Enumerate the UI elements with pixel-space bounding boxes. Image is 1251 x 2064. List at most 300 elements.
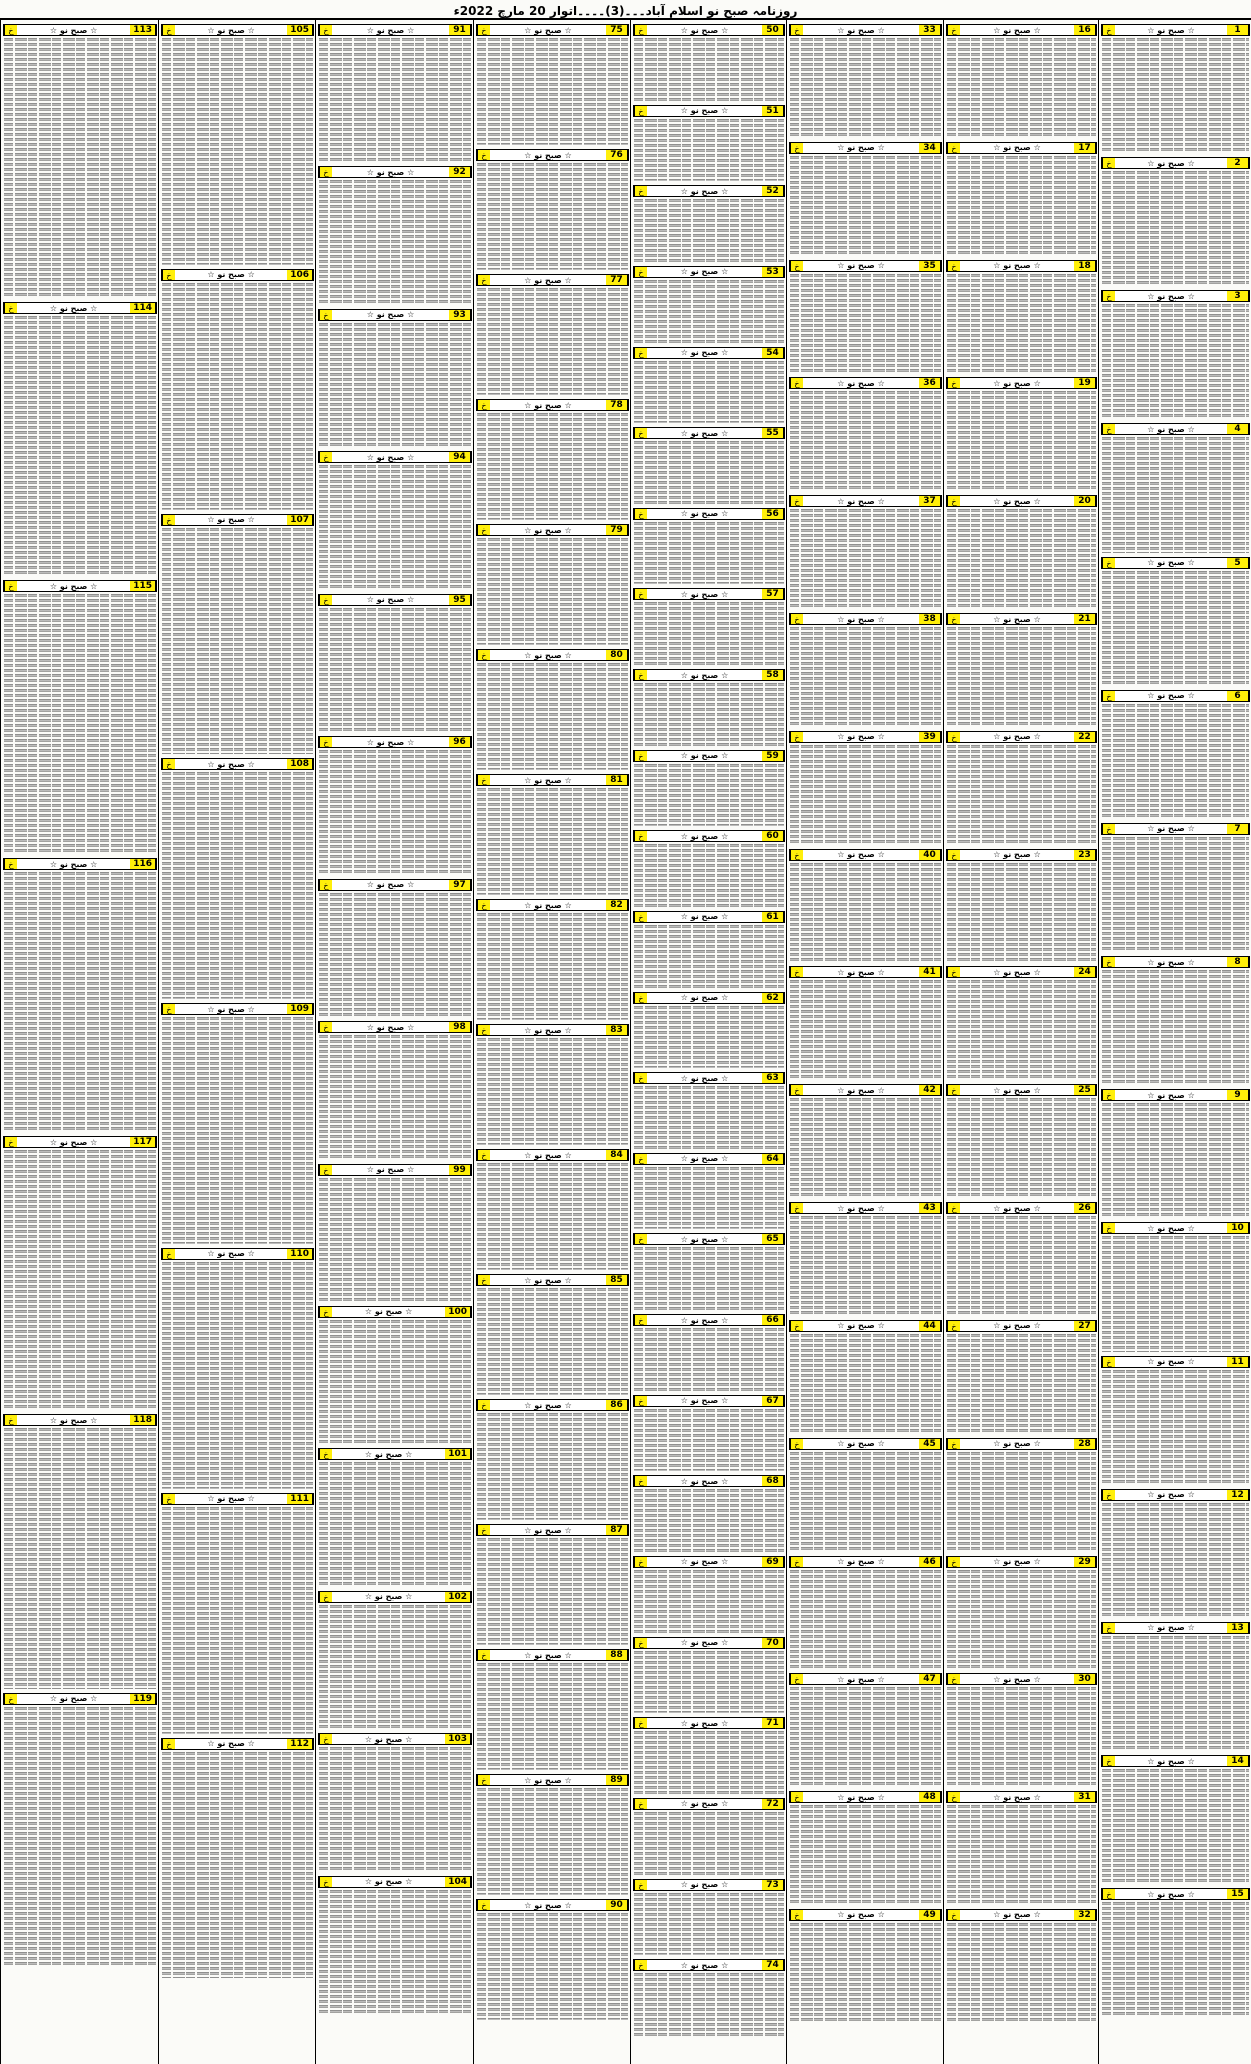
ad-header-title: ☆ صبح نو ☆: [837, 496, 885, 506]
ad-tag: خ: [4, 581, 17, 591]
classified-ad-header: [946, 1556, 1097, 1568]
ad-header-title: ☆ صبح نو ☆: [837, 1439, 885, 1449]
ad-tag: خ: [319, 1307, 332, 1317]
ad-body-text: [790, 509, 941, 609]
ad-number: 81: [606, 775, 628, 785]
ad-number: 87: [606, 1525, 628, 1535]
ad-number: 119: [130, 1694, 156, 1704]
ad-tag: خ: [319, 737, 332, 747]
ad-header-title: ☆ صبح نو ☆: [993, 1557, 1041, 1567]
ad-number: 73: [762, 1880, 784, 1890]
ad-tag: خ: [162, 25, 175, 35]
ad-body-text: [947, 1805, 1096, 1905]
ad-header-title: ☆ صبح نو ☆: [524, 900, 572, 910]
ad-tag: خ: [947, 1439, 960, 1449]
ad-body-text: [790, 1687, 941, 1787]
ad-tag: خ: [634, 1799, 647, 1809]
ad-body-text: [319, 180, 471, 304]
ad-body-text: [790, 1098, 941, 1198]
ad-body-text: [477, 1288, 628, 1395]
classified-ad-header: [161, 1493, 314, 1505]
classified-ad-header: [633, 427, 785, 439]
classified-column: [0, 20, 159, 2064]
ad-tag: خ: [1102, 1623, 1115, 1633]
classified-ad-header: [633, 830, 785, 842]
ad-header-title: ☆ صبح نو ☆: [680, 1799, 729, 1809]
ad-header-title: ☆ صبح نو ☆: [993, 261, 1041, 271]
ad-number: 4: [1227, 424, 1249, 434]
ad-tag: خ: [4, 1137, 17, 1147]
ad-body-text: [4, 316, 156, 576]
ad-body-text: [1102, 837, 1249, 952]
classified-ad-header: [633, 1475, 785, 1487]
classified-ad-header: [476, 1024, 629, 1036]
ad-tag: خ: [947, 732, 960, 742]
classified-ad-header: [633, 588, 785, 600]
ad-tag: خ: [1102, 424, 1115, 434]
classified-ad-header: [633, 669, 785, 681]
ad-tag: خ: [634, 1396, 647, 1406]
classified-ad-header: [633, 1153, 785, 1165]
ad-header-title: ☆ صبح نو ☆: [680, 1154, 729, 1164]
ad-number: 33: [919, 25, 941, 35]
classified-ad-header: [318, 1591, 472, 1603]
ad-body-text: [634, 1489, 784, 1552]
ad-number: 83: [606, 1025, 628, 1035]
ad-body-text: [1102, 1769, 1249, 1884]
ad-number: 23: [1074, 850, 1096, 860]
ad-number: 99: [449, 1165, 471, 1175]
ad-header-title: ☆ صبح نو ☆: [366, 452, 415, 462]
classified-ad-header: [633, 750, 785, 762]
classified-ad-header: [318, 1876, 472, 1888]
ad-body-text: [947, 38, 1096, 138]
ad-tag: خ: [477, 1650, 490, 1660]
ad-body-text: [319, 38, 471, 162]
classified-ad-header: [789, 260, 942, 272]
classified-ad-header: [1101, 1222, 1250, 1234]
ad-tag: خ: [319, 167, 332, 177]
ad-number: 111: [287, 1494, 313, 1504]
ad-number: 1: [1227, 25, 1249, 35]
ad-header-title: ☆ صبح نو ☆: [524, 775, 572, 785]
ad-number: 109: [287, 1004, 313, 1014]
classified-ad-header: [633, 1395, 785, 1407]
ad-number: 42: [919, 1085, 941, 1095]
classified-ad-header: [476, 1524, 629, 1536]
ad-number: 13: [1227, 1623, 1249, 1633]
ad-tag: خ: [4, 1415, 17, 1425]
ad-number: 29: [1074, 1557, 1096, 1567]
ad-tag: خ: [162, 1739, 175, 1749]
ad-header-title: ☆ صبح نو ☆: [207, 1249, 255, 1259]
ad-number: 75: [606, 25, 628, 35]
ad-tag: خ: [947, 378, 960, 388]
ad-number: 47: [919, 1674, 941, 1684]
classified-ad-header: [633, 911, 785, 923]
ad-header-title: ☆ صبح نو ☆: [364, 1592, 413, 1602]
ad-body-text: [790, 1452, 941, 1552]
ad-body-text: [634, 119, 784, 182]
ad-body-text: [319, 465, 471, 589]
ad-tag: خ: [162, 1494, 175, 1504]
ad-tag: خ: [319, 1165, 332, 1175]
ad-header-title: ☆ صبح نو ☆: [993, 1910, 1041, 1920]
ad-header-title: ☆ صبح نو ☆: [524, 1650, 572, 1660]
ad-body-text: [634, 1973, 784, 2036]
ad-header-title: ☆ صبح نو ☆: [837, 967, 885, 977]
ad-tag: خ: [162, 515, 175, 525]
ad-body-text: [790, 156, 941, 256]
ad-number: 40: [919, 850, 941, 860]
ad-body-text: [634, 199, 784, 262]
ad-body-text: [477, 1163, 628, 1270]
ad-tag: خ: [947, 1203, 960, 1213]
ad-tag: خ: [790, 1085, 803, 1095]
ad-tag: خ: [1102, 957, 1115, 967]
ad-tag: خ: [634, 751, 647, 761]
ad-number: 80: [606, 650, 628, 660]
ad-number: 59: [762, 751, 784, 761]
ad-body-text: [477, 1788, 628, 1895]
ad-body-text: [634, 1006, 784, 1069]
ad-body-text: [477, 413, 628, 520]
ad-header-title: ☆ صبح نو ☆: [837, 732, 885, 742]
ad-body-text: [477, 1663, 628, 1770]
ad-header-title: ☆ صبح نو ☆: [49, 859, 98, 869]
ad-tag: خ: [634, 670, 647, 680]
ad-header-title: ☆ صبح نو ☆: [524, 150, 572, 160]
ad-tag: خ: [4, 1694, 17, 1704]
ad-body-text: [634, 844, 784, 907]
ad-number: 31: [1074, 1792, 1096, 1802]
ad-tag: خ: [1102, 25, 1115, 35]
ad-header-title: ☆ صبح نو ☆: [364, 1307, 413, 1317]
ad-tag: خ: [790, 496, 803, 506]
ad-body-text: [162, 1262, 313, 1489]
ad-body-text: [634, 1731, 784, 1794]
ad-number: 27: [1074, 1321, 1096, 1331]
ad-number: 116: [130, 859, 156, 869]
classified-ad-header: [161, 269, 314, 281]
ad-body-text: [162, 772, 313, 999]
ad-body-text: [634, 1247, 784, 1310]
ad-header-title: ☆ صبح نو ☆: [207, 270, 255, 280]
ad-number: 89: [606, 1775, 628, 1785]
ad-header-title: ☆ صبح نو ☆: [680, 1638, 729, 1648]
ad-tag: خ: [162, 270, 175, 280]
ad-header-title: ☆ صبح نو ☆: [993, 850, 1041, 860]
ad-tag: خ: [634, 1476, 647, 1486]
ad-body-text: [634, 1328, 784, 1391]
ad-header-title: ☆ صبح نو ☆: [366, 595, 415, 605]
ad-number: 108: [287, 759, 313, 769]
classified-ad-header: [476, 649, 629, 661]
ad-tag: خ: [477, 1400, 490, 1410]
ad-header-title: ☆ صبح نو ☆: [366, 1165, 415, 1174]
ad-tag: خ: [947, 1557, 960, 1567]
ad-tag: خ: [477, 25, 490, 35]
ad-tag: خ: [634, 348, 647, 358]
ad-tag: خ: [947, 261, 960, 271]
classified-ad-header: [946, 1673, 1097, 1685]
ad-tag: خ: [477, 1525, 490, 1535]
ad-tag: خ: [947, 496, 960, 506]
ad-tag: خ: [634, 912, 647, 922]
ad-tag: خ: [4, 25, 17, 35]
classified-ad-header: [3, 580, 157, 592]
ad-header-title: ☆ صبح نو ☆: [680, 1476, 729, 1486]
ad-header-title: ☆ صبح نو ☆: [993, 25, 1041, 35]
ad-number: 46: [919, 1557, 941, 1567]
classified-column: [473, 20, 631, 2064]
ad-body-text: [947, 156, 1096, 256]
ad-body-text: [477, 1413, 628, 1520]
classified-ad-header: [946, 1791, 1097, 1803]
ad-tag: خ: [1102, 1090, 1115, 1100]
ad-tag: خ: [790, 143, 803, 153]
ad-body-text: [790, 863, 941, 963]
classified-ad-header: [946, 731, 1097, 743]
ad-tag: خ: [634, 831, 647, 841]
classified-ad-header: [789, 24, 942, 36]
ad-header-title: ☆ صبح نو ☆: [993, 496, 1041, 506]
ad-number: 3: [1227, 291, 1249, 301]
ad-number: 24: [1074, 967, 1096, 977]
ad-header-title: ☆ صبح نو ☆: [680, 106, 729, 116]
ad-number: 45: [919, 1439, 941, 1449]
ad-header-title: ☆ صبح نو ☆: [993, 1321, 1041, 1331]
classified-ad-header: [633, 1879, 785, 1891]
ad-header-title: ☆ صبح نو ☆: [680, 348, 729, 358]
ad-number: 84: [606, 1150, 628, 1160]
ad-number: 61: [762, 912, 784, 922]
ad-tag: خ: [477, 1150, 490, 1160]
ad-tag: خ: [634, 267, 647, 277]
ad-number: 117: [130, 1137, 156, 1147]
ad-number: 6: [1227, 691, 1249, 701]
classified-ad-header: [161, 1248, 314, 1260]
classified-ad-header: [946, 1320, 1097, 1332]
ad-body-text: [947, 1570, 1096, 1670]
ad-header-title: ☆ صبح نو ☆: [364, 1877, 413, 1887]
ad-number: 62: [762, 993, 784, 1003]
ad-body-text: [634, 1167, 784, 1230]
ad-header-title: ☆ صبح نو ☆: [837, 143, 885, 153]
ad-header-title: ☆ صبح نو ☆: [837, 1085, 885, 1095]
classified-column: [1098, 20, 1251, 2064]
classified-ad-header: [318, 1306, 472, 1318]
classified-ad-header: [633, 1717, 785, 1729]
ad-tag: خ: [319, 1734, 332, 1744]
ad-body-text: [477, 1913, 628, 2020]
ad-number: 17: [1074, 143, 1096, 153]
ad-tag: خ: [477, 1900, 490, 1910]
ad-header-title: ☆ صبح نو ☆: [1147, 1223, 1195, 1233]
ad-tag: خ: [1102, 1223, 1115, 1233]
classified-ad-header: [946, 1202, 1097, 1214]
ad-header-title: ☆ صبح نو ☆: [524, 400, 572, 410]
ad-header-title: ☆ صبح نو ☆: [837, 1203, 885, 1213]
classified-ad-header: [633, 105, 785, 117]
ad-tag: خ: [1102, 1490, 1115, 1500]
classified-ad-header: [318, 1021, 472, 1033]
ad-body-text: [634, 1812, 784, 1875]
ad-number: 78: [606, 400, 628, 410]
newspaper-header: [0, 0, 1251, 20]
ad-tag: خ: [947, 1674, 960, 1684]
ad-tag: خ: [790, 1557, 803, 1567]
ad-body-text: [162, 38, 313, 265]
classified-ad-header: [318, 736, 472, 748]
ad-header-title: ☆ صبح نو ☆: [1147, 1357, 1195, 1367]
classified-ad-header: [789, 1909, 942, 1921]
ad-number: 39: [919, 732, 941, 742]
ad-header-title: ☆ صبح نو ☆: [1147, 957, 1195, 967]
ad-header-title: ☆ صبح نو ☆: [680, 751, 729, 761]
ad-header-title: ☆ صبح نو ☆: [207, 515, 255, 525]
classified-ad-header: [789, 1791, 942, 1803]
classified-ad-header: [161, 758, 314, 770]
ad-header-title: ☆ صبح نو ☆: [1147, 558, 1195, 568]
ad-number: 97: [449, 880, 471, 890]
ad-header-title: ☆ صبح نو ☆: [49, 1137, 98, 1147]
ad-header-title: ☆ صبح نو ☆: [524, 1400, 572, 1410]
ad-body-text: [477, 538, 628, 645]
ad-tag: خ: [790, 378, 803, 388]
classified-ad-header: [318, 24, 472, 36]
classified-ad-header: [789, 142, 942, 154]
classified-ad-header: [946, 966, 1097, 978]
ad-body-text: [319, 893, 471, 1017]
ad-tag: خ: [319, 25, 332, 35]
ad-number: 105: [287, 25, 313, 35]
ad-header-title: ☆ صبح نو ☆: [207, 759, 255, 769]
ad-body-text: [477, 163, 628, 270]
classified-ad-header: [789, 1556, 942, 1568]
ad-number: 49: [919, 1910, 941, 1920]
ad-header-title: ☆ صبح نو ☆: [993, 143, 1041, 153]
classified-ad-header: [1101, 157, 1250, 169]
classified-page: [0, 20, 1251, 2064]
ad-body-text: [477, 788, 628, 895]
ad-number: 10: [1227, 1223, 1249, 1233]
classified-ad-header: [789, 1438, 942, 1450]
ad-body-text: [4, 594, 156, 854]
ad-body-text: [1102, 1636, 1249, 1751]
ad-tag: خ: [319, 452, 332, 462]
ad-header-title: ☆ صبح نو ☆: [1147, 691, 1195, 701]
ad-header-title: ☆ صبح نو ☆: [993, 1792, 1041, 1802]
ad-tag: خ: [477, 1275, 490, 1285]
ad-number: 41: [919, 967, 941, 977]
classified-ad-header: [1101, 423, 1250, 435]
classified-ad-header: [789, 1320, 942, 1332]
ad-body-text: [477, 913, 628, 1020]
ad-tag: خ: [947, 1085, 960, 1095]
ad-number: 90: [606, 1900, 628, 1910]
ad-body-text: [634, 683, 784, 746]
ad-header-title: ☆ صبح نو ☆: [1147, 291, 1195, 301]
ad-header-title: ☆ صبح نو ☆: [366, 25, 415, 35]
classified-ad-header: [3, 1414, 157, 1426]
ad-header-title: ☆ صبح نو ☆: [364, 1449, 413, 1459]
ad-body-text: [947, 1334, 1096, 1434]
ad-body-text: [4, 1707, 156, 1967]
ad-body-text: [1102, 970, 1249, 1085]
ad-header-title: ☆ صبح نو ☆: [524, 275, 572, 285]
ad-header-title: ☆ صبح نو ☆: [207, 1004, 255, 1014]
ad-header-title: ☆ صبح نو ☆: [1147, 158, 1195, 168]
ad-tag: خ: [319, 310, 332, 320]
ad-header-title: ☆ صبح نو ☆: [524, 1025, 572, 1035]
classified-ad-header: [633, 266, 785, 278]
classified-ad-header: [476, 524, 629, 536]
classified-ad-header: [476, 1899, 629, 1911]
ad-number: 93: [449, 310, 471, 320]
ad-header-title: ☆ صبح نو ☆: [837, 1674, 885, 1684]
ad-body-text: [947, 863, 1096, 963]
classified-column: [315, 20, 474, 2064]
classified-ad-header: [476, 1399, 629, 1411]
ad-body-text: [947, 1452, 1096, 1552]
ad-body-text: [162, 1017, 313, 1244]
ad-header-title: ☆ صبح نو ☆: [680, 1396, 729, 1406]
ad-tag: خ: [634, 509, 647, 519]
ad-header-title: ☆ صبح نو ☆: [680, 1315, 729, 1325]
ad-tag: خ: [4, 303, 17, 313]
classified-ad-header: [318, 1448, 472, 1460]
ad-body-text: [4, 38, 156, 298]
classified-ad-header: [946, 1084, 1097, 1096]
ad-body-text: [790, 391, 941, 491]
ad-number: 16: [1074, 25, 1096, 35]
ad-body-text: [790, 38, 941, 138]
ad-number: 51: [762, 106, 784, 116]
ad-header-title: ☆ صبح نو ☆: [680, 670, 729, 680]
ad-number: 11: [1227, 1357, 1249, 1367]
classified-ad-header: [476, 1774, 629, 1786]
classified-ad-header: [3, 302, 157, 314]
ad-number: 28: [1074, 1439, 1096, 1449]
ad-header-title: ☆ صبح نو ☆: [680, 1557, 729, 1567]
classified-ad-header: [161, 1738, 314, 1750]
ad-tag: خ: [634, 428, 647, 438]
ad-header-title: ☆ صبح نو ☆: [366, 310, 415, 320]
ad-body-text: [319, 1747, 471, 1871]
ad-number: 114: [130, 303, 156, 313]
ad-tag: خ: [947, 967, 960, 977]
classified-ad-header: [633, 185, 785, 197]
ad-body-text: [1102, 571, 1249, 686]
ad-body-text: [790, 745, 941, 845]
ad-header-title: ☆ صبح نو ☆: [837, 1321, 885, 1331]
ad-body-text: [1102, 171, 1249, 286]
ad-number: 112: [287, 1739, 313, 1749]
ad-number: 66: [762, 1315, 784, 1325]
ad-body-text: [162, 1507, 313, 1734]
classified-ad-header: [946, 1909, 1097, 1921]
classified-ad-header: [476, 1274, 629, 1286]
ad-body-text: [4, 1428, 156, 1688]
ad-number: 118: [130, 1415, 156, 1425]
ad-header-title: ☆ صبح نو ☆: [207, 25, 255, 35]
ad-header-title: ☆ صبح نو ☆: [993, 614, 1041, 624]
classified-ad-header: [3, 858, 157, 870]
ad-body-text: [634, 1409, 784, 1472]
ad-body-text: [790, 1805, 941, 1905]
ad-number: 2: [1227, 158, 1249, 168]
